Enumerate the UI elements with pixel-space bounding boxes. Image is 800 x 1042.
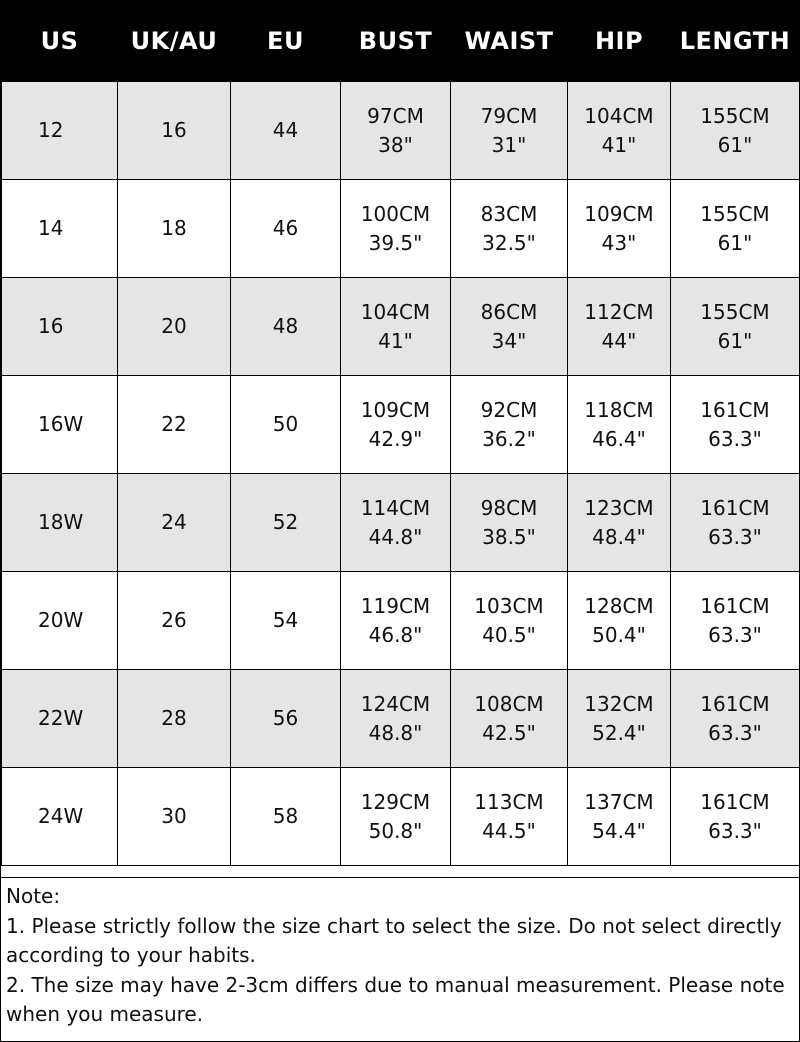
hip-cell-inch: 48.4" — [592, 524, 646, 549]
waist-cell — [451, 180, 568, 278]
header-hip: HIP — [568, 1, 671, 82]
length-cell-cm: 161CM — [700, 789, 770, 814]
hip-cell — [568, 180, 671, 278]
length-cell-inch: 63.3" — [708, 426, 762, 451]
waist-cell — [451, 376, 568, 474]
table-row — [2, 376, 800, 474]
length-cell — [671, 474, 800, 572]
waist-cell-inch: 32.5" — [482, 230, 536, 255]
waist-cell-cm: 86CM — [480, 299, 538, 324]
bust-cell-cm: 104CM — [360, 299, 431, 324]
table-row — [2, 572, 800, 670]
length-cell-cm: 161CM — [700, 691, 770, 716]
waist-cell-cm: 79CM — [480, 103, 538, 128]
waist-cell — [451, 768, 568, 866]
us-cell: 18W — [2, 474, 118, 572]
waist-cell-cm: 98CM — [480, 495, 538, 520]
hip-cell-cm: 104CM — [584, 103, 654, 128]
waist-cell-inch: 40.5" — [482, 622, 536, 647]
bust-cell — [341, 278, 451, 376]
length-cell-inch: 61" — [717, 328, 753, 353]
uk-au-cell: 18 — [118, 180, 231, 278]
note-line-2: 2. The size may have 2-3cm differs due to manual measurement. Please note when you measure. — [6, 972, 785, 1026]
hip-cell-inch: 54.4" — [592, 818, 646, 843]
hip-cell — [568, 572, 671, 670]
hip-cell — [568, 82, 671, 180]
length-cell — [671, 278, 800, 376]
waist-cell-inch: 38.5" — [482, 524, 536, 549]
bust-cell — [341, 572, 451, 670]
table-row — [2, 474, 800, 572]
uk-au-cell: 28 — [118, 670, 231, 768]
bust-cell — [341, 670, 451, 768]
header-row — [2, 1, 800, 82]
waist-cell — [451, 572, 568, 670]
length-cell-cm: 155CM — [700, 103, 770, 128]
header-us: US — [2, 1, 118, 82]
bust-cell — [341, 180, 451, 278]
size-chart-table — [1, 1, 800, 866]
header-waist: WAIST — [451, 1, 568, 82]
length-cell — [671, 768, 800, 866]
hip-cell-inch: 41" — [601, 132, 637, 157]
us-cell: 20W — [2, 572, 118, 670]
note-line-1: 1. Please strictly follow the size chart to select the size. Do not select directly according to your habits. — [6, 913, 782, 967]
eu-cell: 56 — [231, 670, 341, 768]
bust-cell-cm: 119CM — [360, 593, 431, 618]
waist-cell-inch: 42.5" — [482, 720, 536, 745]
bust-cell-cm: 114CM — [360, 495, 431, 520]
hip-cell-cm: 118CM — [584, 397, 654, 422]
waist-cell-cm: 108CM — [474, 691, 544, 716]
us-cell: 16 — [2, 278, 118, 376]
bust-cell-inch: 42.9" — [368, 426, 423, 451]
bust-cell-cm: 109CM — [360, 397, 431, 422]
bust-cell-cm: 97CM — [367, 103, 424, 128]
bust-cell-inch: 38" — [378, 132, 413, 157]
length-cell — [671, 376, 800, 474]
length-cell-inch: 61" — [717, 230, 753, 255]
waist-cell — [451, 474, 568, 572]
us-cell: 24W — [2, 768, 118, 866]
hip-cell-cm: 123CM — [584, 495, 654, 520]
bust-cell — [341, 376, 451, 474]
hip-cell — [568, 474, 671, 572]
eu-cell: 54 — [231, 572, 341, 670]
length-cell-cm: 161CM — [700, 495, 770, 520]
bust-cell-cm: 100CM — [360, 201, 431, 226]
bust-cell-inch: 39.5" — [368, 230, 423, 255]
hip-cell-inch: 46.4" — [592, 426, 646, 451]
length-cell-inch: 61" — [717, 132, 753, 157]
us-cell: 16W — [2, 376, 118, 474]
hip-cell-cm: 132CM — [584, 691, 654, 716]
eu-cell: 44 — [231, 82, 341, 180]
hip-cell-inch: 50.4" — [592, 622, 646, 647]
bust-cell-inch: 50.8" — [368, 818, 423, 843]
eu-cell: 58 — [231, 768, 341, 866]
hip-cell — [568, 278, 671, 376]
waist-cell-inch: 31" — [491, 132, 527, 157]
length-cell-cm: 155CM — [700, 299, 770, 324]
hip-cell-inch: 43" — [601, 230, 637, 255]
bust-cell-inch: 41" — [378, 328, 413, 353]
header-eu: EU — [231, 1, 341, 82]
uk-au-cell: 22 — [118, 376, 231, 474]
bust-cell-inch: 44.8" — [368, 524, 423, 549]
length-cell — [671, 180, 800, 278]
bust-cell — [341, 768, 451, 866]
header-bust: BUST — [341, 1, 451, 82]
length-cell-inch: 63.3" — [708, 818, 762, 843]
waist-cell — [451, 670, 568, 768]
hip-cell-cm: 112CM — [584, 299, 654, 324]
waist-cell-inch: 44.5" — [482, 818, 536, 843]
us-cell: 12 — [2, 82, 118, 180]
length-cell — [671, 572, 800, 670]
eu-cell: 50 — [231, 376, 341, 474]
hip-cell — [568, 670, 671, 768]
eu-cell: 46 — [231, 180, 341, 278]
table-row — [2, 82, 800, 180]
us-cell: 14 — [2, 180, 118, 278]
uk-au-cell: 24 — [118, 474, 231, 572]
length-cell-inch: 63.3" — [708, 622, 762, 647]
hip-cell — [568, 376, 671, 474]
length-cell-cm: 155CM — [700, 201, 770, 226]
bust-cell-inch: 48.8" — [368, 720, 423, 745]
header-length: LENGTH — [671, 1, 800, 82]
length-cell — [671, 670, 800, 768]
note-box — [1, 877, 799, 1041]
bust-cell-inch: 46.8" — [368, 622, 423, 647]
length-cell-inch: 63.3" — [708, 524, 762, 549]
length-cell — [671, 82, 800, 180]
bust-cell — [341, 82, 451, 180]
note-title: Note: — [6, 884, 61, 908]
uk-au-cell: 16 — [118, 82, 231, 180]
uk-au-cell: 26 — [118, 572, 231, 670]
hip-cell — [568, 768, 671, 866]
waist-cell-inch: 34" — [491, 328, 527, 353]
waist-cell-cm: 113CM — [474, 789, 544, 814]
hip-cell-inch: 44" — [601, 328, 637, 353]
hip-cell-cm: 128CM — [584, 593, 654, 618]
bust-cell-cm: 124CM — [360, 691, 431, 716]
waist-cell-cm: 92CM — [480, 397, 538, 422]
waist-cell-cm: 83CM — [480, 201, 538, 226]
waist-cell — [451, 278, 568, 376]
length-cell-cm: 161CM — [700, 397, 770, 422]
waist-cell-cm: 103CM — [474, 593, 544, 618]
length-cell-cm: 161CM — [700, 593, 770, 618]
table-row — [2, 278, 800, 376]
bust-cell-cm: 129CM — [360, 789, 431, 814]
eu-cell: 48 — [231, 278, 341, 376]
hip-cell-cm: 137CM — [584, 789, 654, 814]
us-cell: 22W — [2, 670, 118, 768]
hip-cell-inch: 52.4" — [592, 720, 646, 745]
hip-cell-cm: 109CM — [584, 201, 654, 226]
uk-au-cell: 20 — [118, 278, 231, 376]
eu-cell: 52 — [231, 474, 341, 572]
uk-au-cell: 30 — [118, 768, 231, 866]
bust-cell — [341, 474, 451, 572]
table-row — [2, 670, 800, 768]
table-row — [2, 180, 800, 278]
header-uk-au: UK/AU — [118, 1, 231, 82]
waist-cell-inch: 36.2" — [482, 426, 536, 451]
length-cell-inch: 63.3" — [708, 720, 762, 745]
waist-cell — [451, 82, 568, 180]
table-row — [2, 768, 800, 866]
